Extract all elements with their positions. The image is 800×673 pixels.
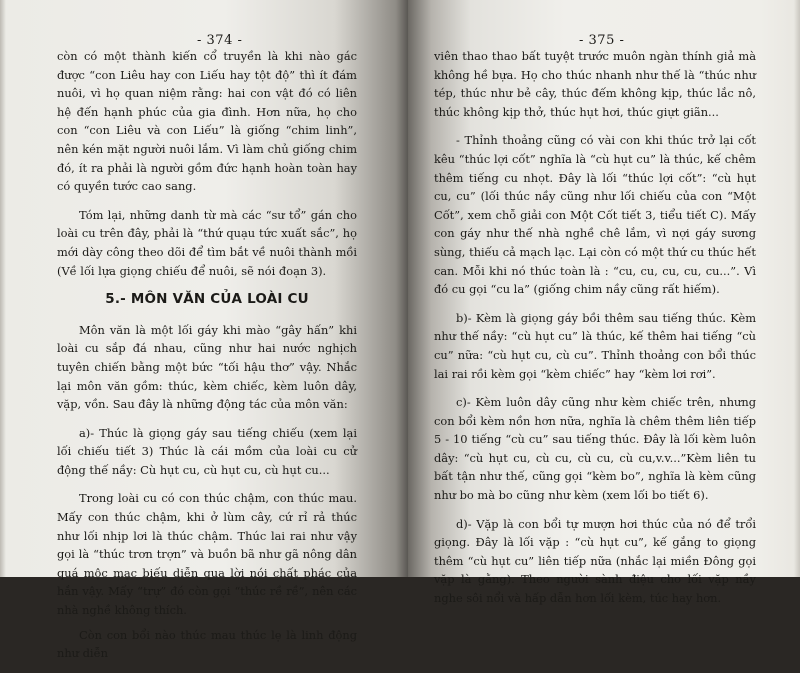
right-paragraph-5: d)- Vặp là con bổi tự mượn hơi thúc của nó để trổi giọng. Đây là lối vặp : “cù hụt cu”, kế gắng to giọng thêm “cù hụt cu” liên tiếp nữa (nhắc lại miền Đông gọi vặp là gằng). Theo người sành điệu cho lối vặp nầy nghe sôi nổi và hấp dẫn hơn lối kèm, túc hay hơn. — [434, 516, 756, 606]
right-page-number: - 375 - — [579, 33, 625, 48]
section-heading: 5.- MÔN VĂN CỦA LOÀI CU — [105, 291, 309, 308]
left-paragraph-2: Tóm lại, những danh từ mà các “sư tổ” gán cho loài cu trên đây, phải là “thứ quạu tức xuất sắc”, họ mới dày công theo dõi để tìm bắt về nuôi thành mồi (Về lối lựa giọng chiếu để nuôi, sẽ nói đoạn 3). — [57, 207, 357, 278]
right-page-text — [434, 47, 756, 618]
left-paragraph-1: còn có một thành kiến cổ truyền là khi nào gác được “con Liêu hay con Liếu hay tột độ” thì ít đám nuôi, vì họ quan niệm rằng: hai con vật đó có liên hệ đến hạnh phúc của gia đình. Hơn nữa, họ cho con “con Liêu và con Liếu” là giống “chim linh”, nên kén mặt người nuôi lắm. Vì làm chủ giống chim đó, ít ra phải là người gồm đức hạnh hoàn toàn hay có quyền tước cao sang. — [57, 49, 357, 194]
right-paragraph-4: c)- Kèm luôn dây cũng như kèm chiếc trên, nhưng con bổi kèm nồn hơn nữa, nghĩa là chêm thêm liên tiếp 5 - 10 tiếng “cù cu” sau tiếng thúc. Đây là lối kèm luôn dây: “cù hụt cu, cù cu, cù cu, cù cu,v.v...”Kèm liên tu bất tận như thế, cũng gọi “kèm bo”, nghĩa là kèm cũng như bo mà bo cũng như kèm (xem lối bo tiết 6). — [434, 395, 756, 503]
left-paragraph-5: Trong loài cu có con thúc chậm, con thúc mau. Mấy con thúc chậm, khi ở lùm cây, cứ rỉ rả thúc như lối nhịp lơi là thúc chậm. Thúc lai rai như vậy gọi là “thúc trơn trợn” và buồn bã như gã nông dân quá mộc mạc biếu diễn qua lời nói chất phác của hắn vậy. Mấy “trự” đó còn gọi “thúc rề rề”, nên các nhà nghề không thích. — [57, 491, 357, 618]
right-paragraph-1: viên thao thao bất tuyệt trước muôn ngàn thính giả mà không hề bựa. Họ cho thúc nhanh như thế là “thúc như tép, thúc như bẻ cây, thúc đếm không kịp, thúc lắc nô, thúc không kịp thở, thúc hụt hơi, thúc giựt giãn... — [434, 49, 756, 119]
right-paragraph-2: - Thỉnh thoảng cũng có vài con khi thúc trở lại cốt kêu “thúc lợi cốt” nghĩa là “cù hụt cu” là thúc, kế chêm thêm tiếng cu nhọt. Đây là lối “thúc lợi cốt”: “cù hụt cu, cu” (lối thúc nầy cũng như lối chiếu của con “Một Cốt”, xem chỗ giải con Một Cốt tiết 3, tiểu tiết C). Mấy con gáy như thế nhà nghề chê lắm, vì nợi gáy sương sùng, thiếu cả mạch lạc. Lại còn có một thứ cu thúc hết can. Mỗi khi nó thúc toàn là : “cu, cu, cu, cu, cu...”. Vì đó cu gọi “cu la” (giống chim nầy cũng rất hiếm). — [434, 133, 756, 297]
right-paragraph-3: b)- Kèm là giọng gáy bồi thêm sau tiếng thúc. Kèm như thế nầy: “cù hụt cu” là thúc, kế thêm hai tiếng “cù cu” nữa: “cù hụt cu, cù cu”. Thỉnh thoảng con bổi thúc lai rai rồi kèm gọi “kèm chiếc” hay “kèm lơi rơi”. — [434, 310, 756, 381]
left-paragraph-4: a)- Thúc là giọng gáy sau tiếng chiếu (xem lại lối chiếu tiết 3) Thúc là cái mồm của loài cu cử động thế nầy: Cù hụt cu, cù hụt cu, cù hụt cu... — [57, 425, 357, 477]
right-page — [408, 0, 800, 606]
right-page-edge — [794, 0, 800, 577]
left-paragraph-3: Môn văn là một lối gáy khi mào “gây hấn” khi loài cu sắp đá nhau, cũng như hai nước nghịch tuyên chiến bằng một bức “tối hậu thơ” vậy. Nhắc lại môn văn gồm: thúc, kèm chiếc, kèm luôn dây, vặp, vồn. Sau đây là những động tác của môn văn: — [57, 322, 357, 412]
left-paragraph-6: Còn con bổi nào thúc mau thúc lẹ là linh động như diễn — [57, 627, 357, 661]
left-page-number: - 374 - — [197, 33, 243, 48]
left-page-edge — [0, 0, 6, 577]
left-page-text — [57, 47, 357, 673]
